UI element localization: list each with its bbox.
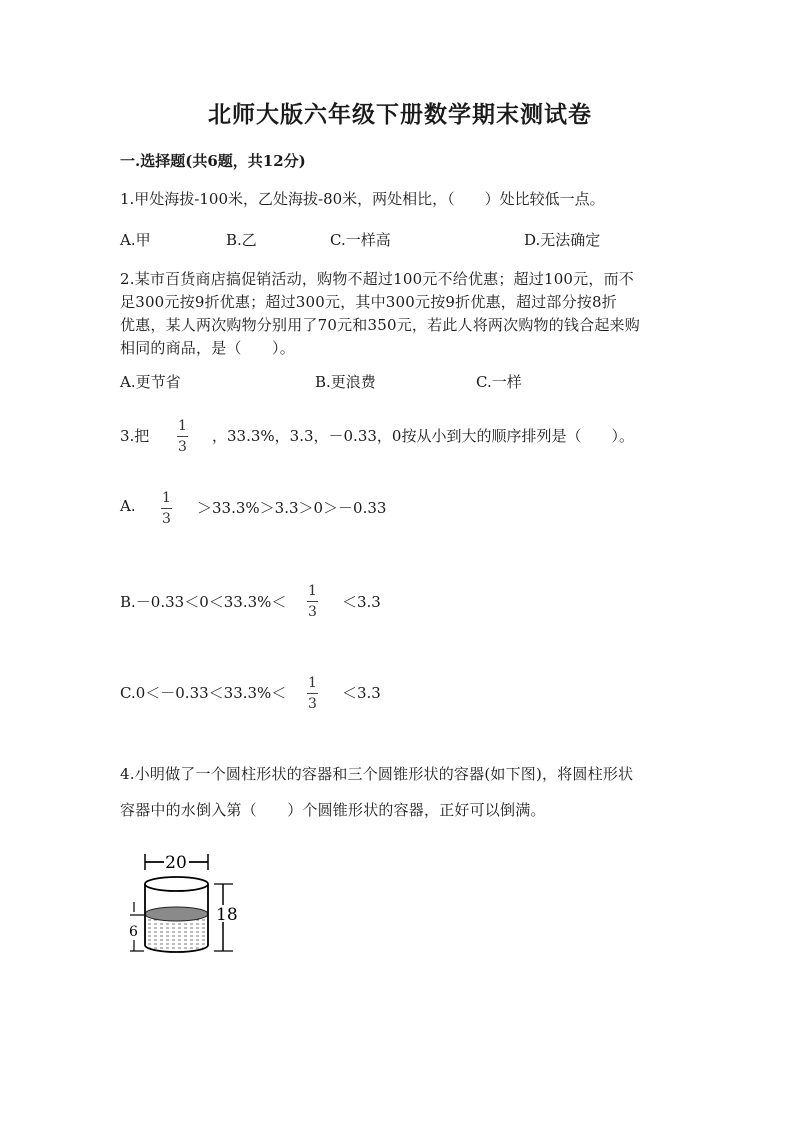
question-1-option-c: C.一样高 <box>330 231 391 249</box>
fraction-numerator: 1 <box>178 418 187 434</box>
fraction-numerator: 1 <box>308 675 317 691</box>
question-3-fraction <box>177 419 188 454</box>
question-3-suffix: ，33.3%，3.3，－0.33，0按从小到大的顺序排列是（ ）。 <box>212 427 634 445</box>
fraction-bar <box>307 601 318 602</box>
cylinder-figure <box>118 850 248 960</box>
question-2-line-1: 2.某市百货商店搞促销活动，购物不超过100元不给优惠；超过100元，而不 <box>120 270 634 288</box>
fraction-numerator: 1 <box>162 490 171 506</box>
water-depth-label: 6 <box>129 924 138 940</box>
fraction-bar <box>307 693 318 694</box>
question-1-option-b: B.乙 <box>226 231 257 249</box>
question-3-option-a-text: ＞33.3%＞3.3＞0＞－0.33 <box>197 499 387 517</box>
height-label: 18 <box>216 905 238 925</box>
question-1-option-d: D.无法确定 <box>524 231 601 249</box>
fraction-bar <box>177 436 188 437</box>
page-title: 北师大版六年级下册数学期末测试卷 <box>208 101 592 128</box>
section-heading: 一.选择题(共6题，共12分) <box>120 152 306 170</box>
question-4-line-2: 容器中的水倒入第（ ）个圆锥形状的容器，正好可以倒满。 <box>120 801 546 819</box>
fraction-denominator: 3 <box>308 696 317 712</box>
fraction-denominator: 3 <box>308 604 317 620</box>
question-3-option-c-tail: ＜3.3 <box>342 684 381 702</box>
question-3-option-b-text: B.－0.33＜0＜33.3%＜ <box>120 593 287 611</box>
question-2-option-c: C.一样 <box>476 373 522 391</box>
question-1-text: 1.甲处海拔-100米，乙处海拔-80米，两处相比，（ ）处比较低一点。 <box>120 190 605 208</box>
fraction-numerator: 1 <box>308 583 317 599</box>
option-b-fraction <box>307 584 318 619</box>
question-2-line-3: 优惠，某人两次购物分别用了70元和350元，若此人将两次购物的钱合起来购 <box>120 316 640 334</box>
question-2-option-b: B.更浪费 <box>315 373 376 391</box>
question-1-option-a: A.甲 <box>120 231 151 249</box>
question-3-option-a-label: A. <box>120 497 136 515</box>
question-2-line-2: 足300元按9折优惠；超过300元，其中300元按9折优惠，超过部分按8折 <box>120 293 617 311</box>
option-c-fraction <box>307 676 318 711</box>
option-a-fraction <box>161 491 172 526</box>
fraction-denominator: 3 <box>162 511 171 527</box>
question-4-line-1: 4.小明做了一个圆柱形状的容器和三个圆锥形状的容器(如下图)，将圆柱形状 <box>120 765 634 783</box>
water-surface <box>145 907 208 921</box>
question-3-option-b-tail: ＜3.3 <box>342 593 381 611</box>
question-2-line-4: 相同的商品，是（ ）。 <box>120 339 295 357</box>
question-2-option-a: A.更节省 <box>120 373 181 391</box>
cylinder-top <box>145 877 208 891</box>
diameter-label: 20 <box>165 853 187 873</box>
question-3-prefix: 3.把 <box>120 427 150 445</box>
fraction-denominator: 3 <box>178 439 187 455</box>
question-3-option-c-text: C.0＜－0.33＜33.3%＜ <box>120 684 287 702</box>
fraction-bar <box>161 508 172 509</box>
